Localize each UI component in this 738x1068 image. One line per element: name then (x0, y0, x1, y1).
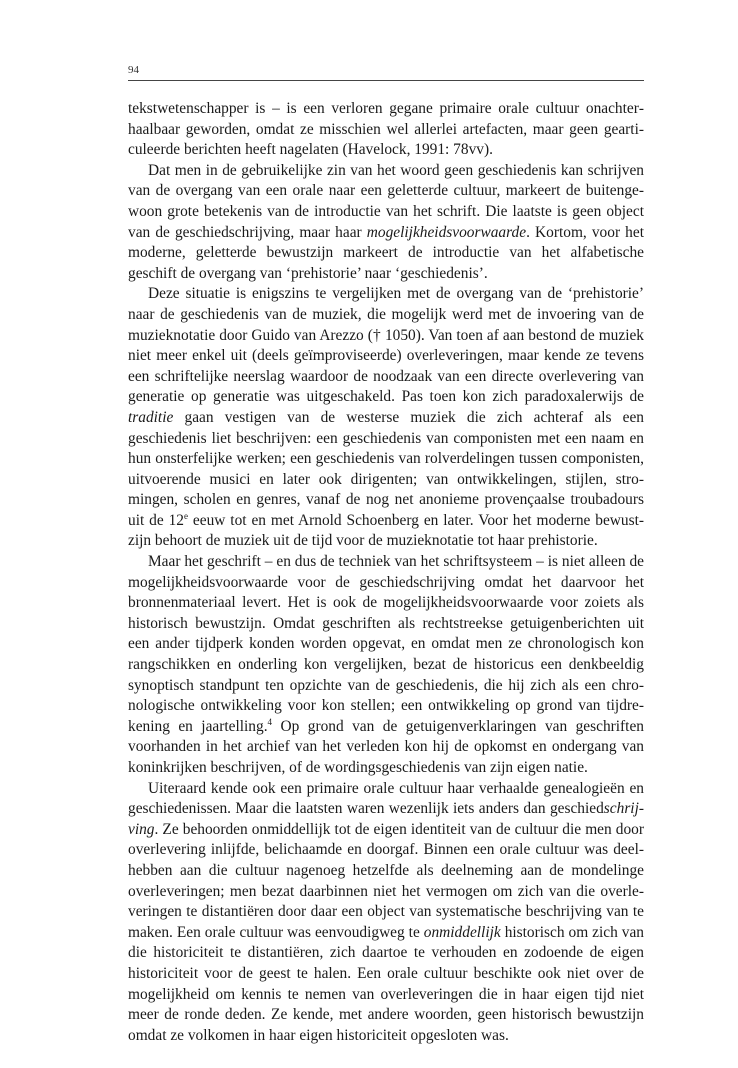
emphasis-schrijving: schrijving (128, 800, 644, 838)
paragraph-3-text: eeuw tot en met Arnold Schoenberg en later. Voor het moderne bewustzijn behoort de muziek uit de tijd voor de muzieknotatie tot haar prehistorie. (128, 511, 644, 550)
paragraph-5-text: . Ze behoorden onmiddellijk tot de eigen identiteit van de cultuur die men door overlevering inlijfde, belichaamde en doorgaf. Binnen een orale cultuur was deelhebben aan die cultuur nagenoeg hetzelfde als deelneming aan de mondelinge overleveringen; men bezat daarbinnen niet het vermogen om zich van die overleveringen te distantiëren door daar een object van systematische beschrijving van te maken. Een orale cultuur was eenvoudigweg te (128, 820, 644, 941)
emphasis-mogelijkheidsvoorwaarde: mogelijkheidsvoorwaarde (366, 223, 527, 241)
paragraph-5-text: Uiteraard kende ook een primaire orale cultuur haar verhaalde genealogieën en geschiedenissen. Maar die laatsten waren wezenlijk iets anders dan geschied (128, 779, 644, 818)
paragraph-1: tekstwetenschapper is – is een verloren gegane primaire orale cultuur onachterhaalbaar geworden, omdat ze misschien wel allerlei artefacten, maar geen gearticuleerde berichten heeft nagelaten (Havelock, 1991: 78vv). (128, 100, 644, 159)
paragraph-3-text: gaan vestigen van de westerse muziek die zich achteraf als een geschiedenis liet beschrijven: een geschiedenis van componisten met een naam en hun onsterfelijke werken; een geschiedenis van rolverdelingen tussen componisten, uitvoerende musici en later ook dirigenten; van ontwikkelingen, stijlen, stromingen, scholen en genres, vanaf de nog net anonieme provençaalse troubadours uit de 12 (128, 408, 644, 529)
emphasis-traditie: traditie (128, 408, 174, 426)
header-rule (128, 80, 644, 81)
emphasis-onmiddellijk: onmiddellijk (423, 923, 501, 941)
paragraph-4-text: Maar het geschrift – en dus de techniek van het schriftsysteem – is niet alleen de mogelijkheidsvoorwaarde voor de geschiedschrijving omdat het daarvoor het bronnenmateriaal levert. Het is ook de mogelijkheidsvoorwaarde voor zoiets als historisch bewustzijn. Omdat geschriften als rechtstreekse getuigenberichten uit een ander tijdperk konden worden opgevat, en omdat men ze chronologisch kon rangschikken en onderling kon vergelijken, bezat de historicus een denkbeeldig synoptisch standpunt ten opzichte van de geschiedenis, die hij zich als een chronologische ontwikkeling voor kon stellen; een ontwikkeling op grond van tijdrekening en jaartelling. (128, 553, 644, 735)
footnote-ref-4[interactable]: 4 (267, 716, 273, 727)
paragraph-5 (128, 779, 644, 1047)
page-number: 94 (128, 64, 139, 76)
superscript-e: e (184, 510, 188, 521)
paragraph-4-text: Op grond van de getuigenverklaringen van geschriften voorhanden in het archief van het verleden kon hij de opkomst en ondergang van koninkrijken beschrijven, of de wordingsgeschiedenis van zijn eigen natie. (128, 717, 644, 776)
body-text (128, 99, 644, 1046)
paragraph-3-text: Deze situatie is enigszins te vergelijken met de overgang van de ‘prehistorie’ naar de geschiedenis van de muziek, die mogelijk werd met de invoering van de muzieknotatie door Guido van Arezzo († 1050). Van toen af aan bestond de muziek niet meer enkel uit (deels geïmproviseerde) overleveringen, maar kende ze tevens een schriftelijke neerslag waardoor de noodzaak van een directe overlevering van generatie op generatie was uitgeschakeld. Pas toen kon zich paradoxalerwijs de (128, 285, 644, 406)
paragraph-3 (128, 284, 644, 552)
paragraph-2-text: Dat men in de gebruikelijke zin van het woord geen geschiedenis kan schrijven van de overgang van een orale naar een geletterde cultuur, markeert de buitengewoon grote betekenis van de introductie van het schrift. Die laatste is geen object van de geschiedschrijving, maar haar (128, 161, 644, 241)
paragraph-2 (128, 161, 644, 285)
paragraph-5-text: historisch om zich van die historiciteit te distantiëren, zich daartoe te verhouden en zodoende de eigen historiciteit voor de geest te halen. Een orale cultuur beschikte ook niet over de mogelijkheid om kennis te nemen van overleveringen die in haar eigen tijd niet meer de ronde deden. Ze kende, met andere woorden, geen historisch bewustzijn omdat ze volkomen in haar eigen historiciteit opgesloten was. (128, 923, 644, 1044)
paragraph-2-text: . Kortom, voor het moderne, geletterde bewustzijn markeert de introductie van het alfabetische geschift de overgang van ‘prehistorie’ naar ‘geschiedenis’. (128, 223, 644, 282)
paragraph-4 (128, 552, 644, 779)
